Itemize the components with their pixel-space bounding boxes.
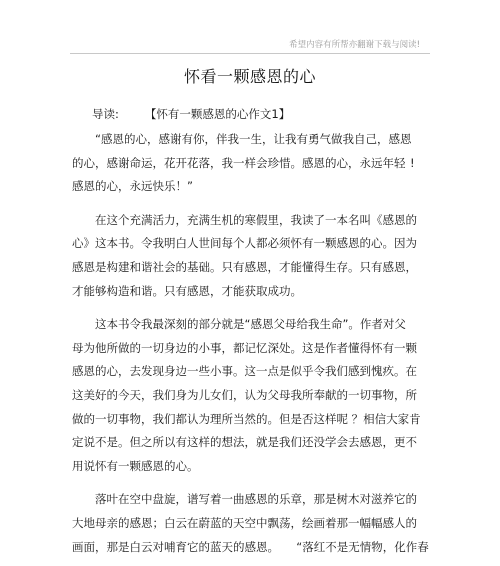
line-text: 感恩的心，永远快乐！” [72, 179, 193, 194]
body-line [72, 280, 422, 304]
body-line [72, 152, 422, 176]
line-text: 母为他所做的一切身边的小事，都记忆深处。这是作者懂得怀有一颗 [72, 340, 417, 355]
line-text: 画面，那是白云对哺育它的蓝天的感恩。 “落红不是无情物，化作春 [72, 539, 429, 554]
line-text: 这美好的今天，我们身为儿女们，认为父母我所奉献的一切事物，所 [72, 387, 417, 402]
line-text: “感恩的心，感谢有你，伴我一生，让我有勇气做我自己，感恩 [95, 132, 412, 146]
body-line [72, 360, 422, 384]
body-line [72, 455, 422, 479]
lead-text: 【怀有一颗感恩的心作文1】 [144, 107, 291, 121]
body-line [72, 384, 422, 408]
document-title: 怀看一颗感恩的心 [183, 67, 316, 86]
body-line [72, 313, 422, 337]
body-line [72, 408, 422, 432]
lead-label: 导读: [92, 107, 119, 121]
line-text: 大地母亲的感恩；白云在蔚蓝的天空中飘荡，绘画着那一幅幅感人的 [72, 515, 417, 530]
line-text: 的心，感谢命运，花开花落，我一样会珍惜。感恩的心，永远年轻 [72, 155, 406, 170]
stray-mark: ! [410, 155, 415, 170]
body-line [72, 431, 422, 455]
body-line [72, 175, 422, 199]
body-line [72, 232, 422, 256]
body-line [72, 256, 422, 280]
line-text: 心》这本书。令我明白人世间每个人都必须怀有一颗感恩的心。因为 [72, 236, 417, 251]
line-text: 定说不是。但之所以有这样的想法，就是我们还没学会去感恩，更不 [72, 435, 417, 450]
document-body [72, 128, 429, 559]
line-text: 用说怀有一颗感恩的心。 [72, 458, 199, 473]
line-text: 在这个充满活力，充满生机的寒假里，我读了一本名叫《感恩的 [95, 212, 417, 227]
body-line [72, 128, 422, 152]
line-text: 做的一切事物，我们都认为理所当然的。但是否这样呢 ？相信大家肯 [72, 411, 421, 426]
line-text: 落叶在空中盘旋，谱写着一曲感恩的乐章，那是树木对滋养它的 [95, 492, 417, 507]
header-note: 希望内容有所帮亦翻谢下载与阅读! [289, 40, 420, 50]
body-line [72, 536, 429, 560]
body-line [72, 337, 422, 361]
lead-line [92, 106, 290, 122]
body-line [72, 209, 422, 233]
line-text: 这本书令我最深刻的部分就是“感恩父母给我生命”。作者对父 [95, 317, 406, 332]
header-divider [70, 53, 430, 54]
line-text: 感恩是构建和谐社会的基础。只有感恩，才能懂得生存。只有感恩， [72, 259, 417, 274]
body-line [72, 488, 422, 512]
line-text: 才能够构造和谐。只有感恩，才能获取成功。 [72, 283, 302, 298]
body-line [72, 512, 422, 536]
line-text: 感恩的心，去发现身边一些小事。这一点是似乎令我们感到愧疚。在 [72, 364, 417, 379]
